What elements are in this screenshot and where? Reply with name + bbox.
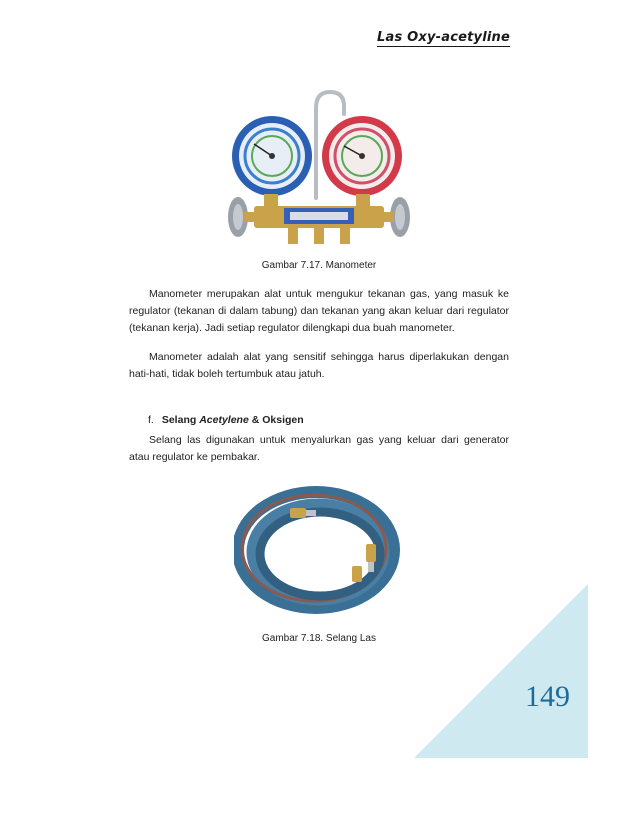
running-header: Las Oxy-acetyline — [377, 30, 510, 45]
section-word3: & Oksigen — [251, 414, 304, 426]
paragraph-manometer-care: Manometer adalah alat yang sensitif sehingga harus diperlakukan dengan hati-hati, tidak boleh tertumbuk atau jatuh. — [129, 351, 509, 380]
figure2-caption: Gambar 7.18. Selang Las — [262, 633, 376, 644]
paragraph-hose-description: Selang las digunakan untuk menyalurkan gas yang keluar dari generator atau regulator ke pembakar. — [129, 434, 509, 463]
section-word1: Selang — [161, 414, 197, 426]
section-word2: Acetylene — [199, 414, 249, 426]
hose-image — [234, 486, 404, 616]
page-number: 149 — [525, 680, 570, 713]
corner-decoration — [414, 584, 588, 758]
paragraph-manometer-definition: Manometer merupakan alat untuk mengukur tekanan gas, yang masuk ke regulator (tekanan di dalam tabung) dan tekanan yang akan keluar dari regulator (tekanan kerja). Jadi setiap regulator dilengkapi dua buah manometer. — [129, 288, 509, 334]
section-heading-f — [148, 414, 304, 426]
section-marker: f. — [148, 414, 154, 426]
figure1-caption: Gambar 7.17. Manometer — [261, 260, 377, 271]
manometer-figure — [0, 88, 638, 253]
manometer-image — [224, 88, 414, 253]
